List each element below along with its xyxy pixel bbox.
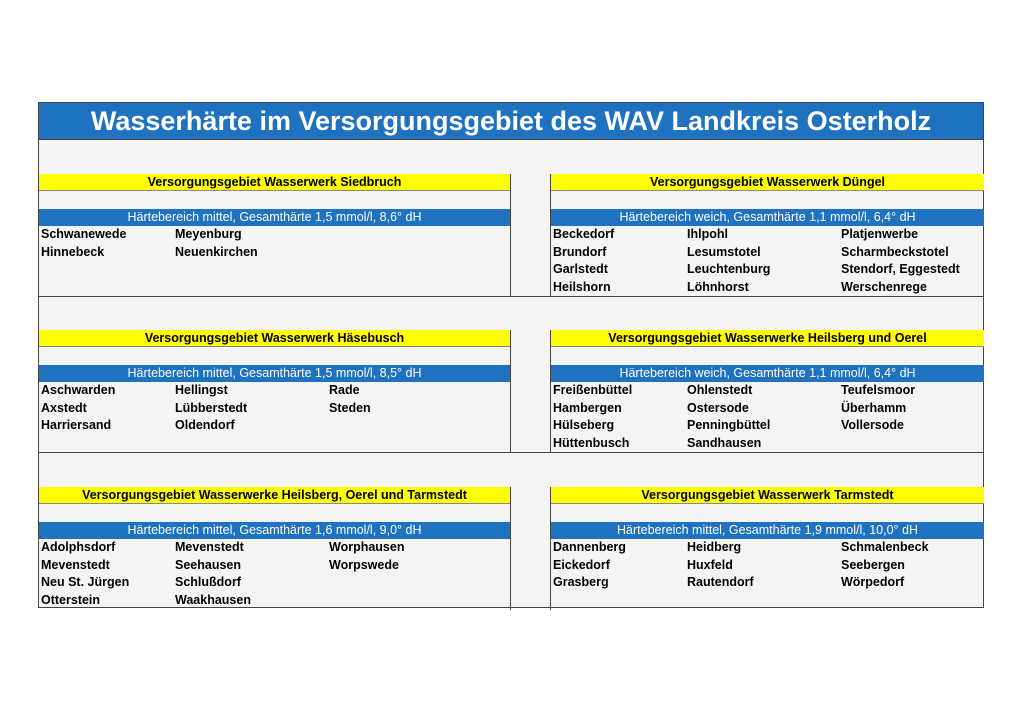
hardness-banner: Härtebereich mittel, Gesamthärte 1,6 mmol/l, 9,0° dH bbox=[39, 522, 510, 539]
place-name: Heidberg bbox=[687, 540, 742, 554]
place-name: Hüttenbusch bbox=[553, 435, 630, 450]
place-name: Meyenburg bbox=[175, 227, 242, 241]
place-name: Aschwarden bbox=[41, 383, 116, 397]
place-list bbox=[551, 382, 984, 452]
place-row bbox=[551, 226, 984, 244]
place-name: Penningbüttel bbox=[687, 418, 771, 432]
place-name: Rade bbox=[329, 383, 360, 397]
hardness-banner: Härtebereich mittel, Gesamthärte 1,5 mmol/l, 8,5° dH bbox=[39, 365, 510, 382]
place-name: Vollersode bbox=[841, 418, 904, 432]
section-title: Versorgungsgebiet Wasserwerke Heilsberg und Oerel bbox=[551, 330, 984, 347]
place-name: Grasberg bbox=[553, 575, 609, 589]
place-name: Leuchtenburg bbox=[687, 262, 771, 276]
place-list bbox=[551, 539, 984, 592]
place-name: Worphausen bbox=[329, 540, 405, 554]
section-title: Versorgungsgebiet Wasserwerk Düngel bbox=[551, 174, 984, 191]
place-name: Dannenberg bbox=[553, 540, 626, 554]
place-name: Steden bbox=[329, 400, 371, 415]
place-list bbox=[39, 382, 510, 435]
hardness-banner: Härtebereich mittel, Gesamthärte 1,9 mmol/l, 10,0° dH bbox=[551, 522, 984, 539]
place-name: Worpswede bbox=[329, 557, 399, 572]
place-name: Ohlenstedt bbox=[687, 383, 753, 397]
place-name: Platjenwerbe bbox=[841, 227, 919, 241]
section-title: Versorgungsgebiet Wasserwerk Siedbruch bbox=[39, 174, 510, 191]
place-row bbox=[551, 400, 984, 418]
place-name: Beckedorf bbox=[553, 227, 615, 241]
place-name: Mevenstedt bbox=[175, 540, 244, 554]
place-name: Ihlpohl bbox=[687, 227, 728, 241]
place-name: Löhnhorst bbox=[687, 279, 749, 294]
place-name: Mevenstedt bbox=[41, 557, 110, 572]
place-row bbox=[551, 279, 984, 297]
place-row bbox=[551, 244, 984, 262]
section-title: Versorgungsgebiet Wasserwerk Tarmstedt bbox=[551, 487, 984, 504]
place-row bbox=[39, 244, 510, 262]
section-haesebusch bbox=[39, 330, 511, 453]
place-name: Ostersode bbox=[687, 400, 749, 415]
hardness-banner: Härtebereich weich, Gesamthärte 1,1 mmol/l, 6,4° dH bbox=[551, 209, 984, 226]
section-title: Versorgungsgebiet Wasserwerk Häsebusch bbox=[39, 330, 510, 347]
place-name: Garlstedt bbox=[553, 262, 608, 276]
place-name: Hinnebeck bbox=[41, 244, 105, 259]
place-name: Sandhausen bbox=[687, 435, 762, 450]
place-row bbox=[39, 400, 510, 418]
place-name: Wörpedorf bbox=[841, 575, 905, 589]
place-name: Schmalenbeck bbox=[841, 540, 929, 554]
section-tarmstedt bbox=[550, 487, 984, 610]
section-siedbruch bbox=[39, 174, 511, 297]
place-name: Hellingst bbox=[175, 383, 228, 397]
place-name: Schwanewede bbox=[41, 227, 127, 241]
place-name: Werschenrege bbox=[841, 279, 927, 294]
place-name: Harriersand bbox=[41, 418, 112, 432]
place-name: Neu St. Jürgen bbox=[41, 575, 130, 589]
place-row bbox=[551, 574, 984, 592]
section-duengel bbox=[550, 174, 984, 297]
place-list bbox=[39, 226, 510, 261]
place-row bbox=[551, 557, 984, 575]
place-row bbox=[39, 574, 510, 592]
place-row bbox=[39, 226, 510, 244]
place-name: Teufelsmoor bbox=[841, 383, 916, 397]
place-row bbox=[39, 539, 510, 557]
place-row bbox=[551, 261, 984, 279]
hardness-banner: Härtebereich weich, Gesamthärte 1,1 mmol/l, 6,4° dH bbox=[551, 365, 984, 382]
place-name: Huxfeld bbox=[687, 557, 733, 572]
place-list bbox=[39, 539, 510, 609]
place-name: Adolphsdorf bbox=[41, 540, 116, 554]
place-row bbox=[551, 539, 984, 557]
place-row bbox=[551, 435, 984, 453]
section-title: Versorgungsgebiet Wasserwerke Heilsberg, Oerel und Tarmstedt bbox=[39, 487, 510, 504]
place-name: Heilshorn bbox=[553, 279, 611, 294]
place-name: Lesumstotel bbox=[687, 244, 761, 259]
hardness-banner: Härtebereich mittel, Gesamthärte 1,5 mmol/l, 8,6° dH bbox=[39, 209, 510, 226]
place-name: Schlußdorf bbox=[175, 575, 241, 589]
place-name: Freißenbüttel bbox=[553, 383, 633, 397]
page-title: Wasserhärte im Versorgungsgebiet des WAV Landkreis Osterholz bbox=[39, 103, 983, 140]
place-name: Neuenkirchen bbox=[175, 244, 258, 259]
place-name: Stendorf, Eggestedt bbox=[841, 262, 960, 276]
place-name: Seebergen bbox=[841, 557, 905, 572]
section-heilsberg-oerel-tarmstedt bbox=[39, 487, 511, 610]
place-name: Otterstein bbox=[41, 592, 101, 607]
place-name: Hülseberg bbox=[553, 418, 615, 432]
place-name: Überhamm bbox=[841, 400, 907, 415]
place-row bbox=[39, 382, 510, 400]
place-name: Axstedt bbox=[41, 400, 87, 415]
place-name: Rautendorf bbox=[687, 575, 754, 589]
place-name: Eickedorf bbox=[553, 557, 610, 572]
place-name: Oldendorf bbox=[175, 418, 235, 432]
section-heilsberg-oerel bbox=[550, 330, 984, 453]
place-name: Seehausen bbox=[175, 557, 242, 572]
place-row bbox=[551, 382, 984, 400]
place-name: Waakhausen bbox=[175, 592, 251, 607]
place-name: Scharmbeckstotel bbox=[841, 244, 949, 259]
place-row bbox=[39, 557, 510, 575]
place-list bbox=[551, 226, 984, 296]
place-name: Brundorf bbox=[553, 244, 607, 259]
hardness-sheet bbox=[38, 102, 984, 608]
place-row bbox=[551, 417, 984, 435]
place-row bbox=[39, 417, 510, 435]
place-row bbox=[39, 592, 510, 610]
place-name: Hambergen bbox=[553, 400, 622, 415]
place-name: Lübberstedt bbox=[175, 400, 248, 415]
